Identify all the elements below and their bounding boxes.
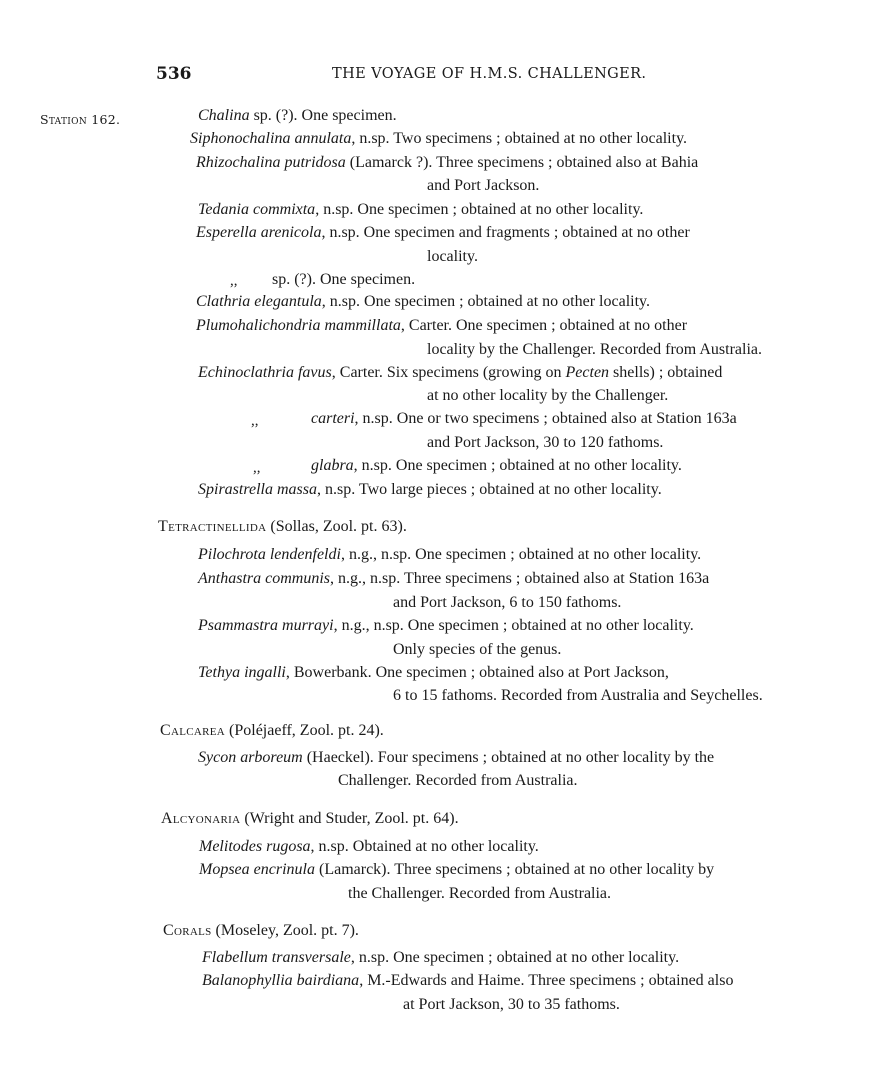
entry-line: Tedania commixta, n.sp. One specimen ; obtained at no other locality. xyxy=(198,201,644,218)
entry-continuation: and Port Jackson. xyxy=(427,177,540,194)
entry-line: Echinoclathria favus, Carter. Six specimens (growing on Pecten shells) ; obtained xyxy=(198,364,723,381)
group-heading: Tetractinellida (Sollas, Zool. pt. 63). xyxy=(158,518,407,535)
entry-line: Balanophyllia bairdiana, M.-Edwards and Haime. Three specimens ; obtained also xyxy=(202,972,734,989)
page-number: 536 xyxy=(156,64,192,84)
entry-continuation: the Challenger. Recorded from Australia. xyxy=(348,885,612,902)
entry-line: Psammastra murrayi, n.g., n.sp. One specimen ; obtained at no other locality. xyxy=(198,617,694,634)
entry-continuation: at Port Jackson, 30 to 35 fathoms. xyxy=(403,996,620,1013)
entry-line: carteri, n.sp. One or two specimens ; obtained also at Station 163a xyxy=(311,410,737,427)
entry-continuation: locality. xyxy=(427,248,478,265)
entry-line: Clathria elegantula, n.sp. One specimen ; obtained at no other locality. xyxy=(196,293,650,310)
entry-line: Esperella arenicola, n.sp. One specimen and fragments ; obtained at no other xyxy=(196,224,690,241)
entry-continuation: and Port Jackson, 6 to 150 fathoms. xyxy=(393,594,622,611)
entry-line: Siphonochalina annulata, n.sp. Two specimens ; obtained at no other locality. xyxy=(190,130,688,147)
ditto-mark: ,, xyxy=(230,273,238,289)
entry-continuation: Only species of the genus. xyxy=(393,641,562,658)
entry-continuation: at no other locality by the Challenger. xyxy=(427,387,669,404)
entry-line: Rhizochalina putridosa (Lamarck ?). Three specimens ; obtained also at Bahia xyxy=(196,154,699,171)
entry-line: Pilochrota lendenfeldi, n.g., n.sp. One specimen ; obtained at no other locality. xyxy=(198,546,702,563)
entry-line: Plumohalichondria mammillata, Carter. One specimen ; obtained at no other xyxy=(196,317,688,334)
running-title: THE VOYAGE OF H.M.S. CHALLENGER. xyxy=(332,66,647,82)
entry-line: Spirastrella massa, n.sp. Two large pieces ; obtained at no other locality. xyxy=(198,481,662,498)
entry-line: Mopsea encrinula (Lamarck). Three specimens ; obtained at no other locality by xyxy=(199,861,715,878)
entry-line: Sycon arboreum (Haeckel). Four specimens ; obtained at no other locality by the xyxy=(198,749,715,766)
group-heading: Alcyonaria (Wright and Studer, Zool. pt. 64). xyxy=(161,810,459,827)
entry-continuation: 6 to 15 fathoms. Recorded from Australia and Seychelles. xyxy=(393,687,763,704)
entry-line: Melitodes rugosa, n.sp. Obtained at no other locality. xyxy=(199,838,539,855)
ditto-mark: ,, xyxy=(253,460,261,476)
page-header xyxy=(0,64,880,88)
entry-continuation: Challenger. Recorded from Australia. xyxy=(338,772,578,789)
entry-line: Tethya ingalli, Bowerbank. One specimen ; obtained also at Port Jackson, xyxy=(198,664,669,681)
entry-continuation: locality by the Challenger. Recorded from Australia. xyxy=(427,341,763,358)
station-label: Station 162. xyxy=(40,112,121,127)
ditto-mark: ,, xyxy=(251,413,259,429)
entry-line: Flabellum transversale, n.sp. One specimen ; obtained at no other locality. xyxy=(202,949,680,966)
group-heading: Calcarea (Poléjaeff, Zool. pt. 24). xyxy=(160,722,384,739)
entry-line: sp. (?). One specimen. xyxy=(272,271,416,288)
entry-line: Anthastra communis, n.g., n.sp. Three specimens ; obtained also at Station 163a xyxy=(198,570,710,587)
entry-continuation: and Port Jackson, 30 to 120 fathoms. xyxy=(427,434,664,451)
entry-line: glabra, n.sp. One specimen ; obtained at no other locality. xyxy=(311,457,682,474)
entry-line: Chalina sp. (?). One specimen. xyxy=(198,107,397,124)
group-heading: Corals (Moseley, Zool. pt. 7). xyxy=(163,922,359,939)
